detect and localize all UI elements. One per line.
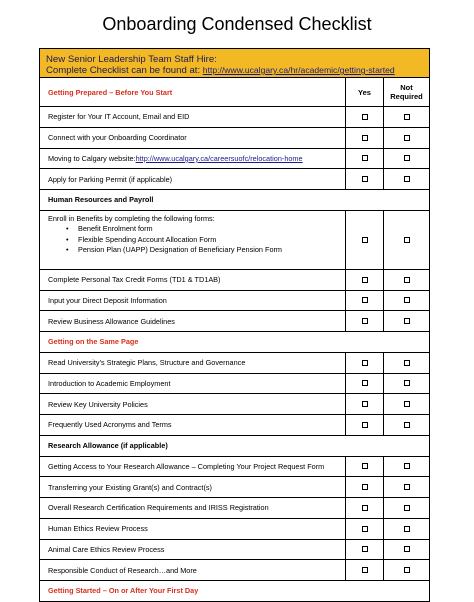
row-label: Frequently Used Acronyms and Terms [40, 415, 346, 435]
yes-checkbox[interactable] [362, 114, 368, 120]
list-item: • Flexible Spending Account Allocation Form [66, 234, 217, 244]
table-row [40, 211, 429, 270]
row-label: Moving to Calgary website: http://www.ucalgary.ca/careersuofc/relocation-home [40, 149, 346, 169]
section-getting-prepared: Getting Prepared – Before You Start [40, 78, 346, 106]
table-row [40, 353, 429, 374]
benefits-label: Enroll in Benefits by completing the following forms: • Benefit Enrolment form • Flexible Spending Account Allocation Form • Pension Plan (UAPP) Designation of Beneficiary Pension Form [40, 211, 346, 269]
not-required-checkbox[interactable] [404, 401, 410, 407]
list-item: • Pension Plan (UAPP) Designation of Beneficiary Pension Form [66, 245, 283, 255]
yes-checkbox[interactable] [362, 463, 368, 469]
not-required-checkbox[interactable] [404, 422, 410, 428]
row-label: Introduction to Academic Employment [40, 374, 346, 394]
yes-checkbox[interactable] [362, 567, 368, 573]
yes-checkbox[interactable] [362, 484, 368, 490]
table-row [40, 560, 429, 581]
not-required-checkbox[interactable] [404, 277, 410, 283]
relocation-link[interactable]: http://www.ucalgary.ca/careersuofc/relocation-home [135, 153, 303, 163]
table-row [40, 128, 429, 149]
banner-line-1: New Senior Leadership Team Staff Hire: [46, 54, 217, 65]
row-label: Register for Your IT Account, Email and EID [40, 107, 346, 127]
section-row [40, 332, 429, 353]
row-label: Responsible Conduct of Research…and More [40, 560, 346, 580]
yes-checkbox[interactable] [362, 360, 368, 366]
not-required-checkbox[interactable] [404, 380, 410, 386]
not-required-checkbox[interactable] [404, 546, 410, 552]
yes-checkbox[interactable] [362, 237, 368, 243]
row-label: Input your Direct Deposit Information [40, 291, 346, 311]
table-row [40, 107, 429, 128]
table-row [40, 519, 429, 540]
yes-checkbox[interactable] [362, 135, 368, 141]
yes-column-header: Yes [346, 78, 384, 106]
yes-checkbox[interactable] [362, 176, 368, 182]
getting-started-link[interactable]: http://www.ucalgary.ca/hr/academic/getting-started [202, 65, 395, 75]
not-required-checkbox[interactable] [404, 155, 410, 161]
table-row [40, 291, 429, 312]
section-first-day: Getting Started – On or After Your First Day [48, 586, 199, 596]
table-row [40, 311, 429, 332]
yes-checkbox[interactable] [362, 155, 368, 161]
table-row [40, 415, 429, 436]
table-header [40, 78, 429, 107]
not-required-checkbox[interactable] [404, 318, 410, 324]
not-required-checkbox[interactable] [404, 484, 410, 490]
yes-checkbox[interactable] [362, 297, 368, 303]
yes-checkbox[interactable] [362, 546, 368, 552]
row-label: Overall Research Certification Requirements and IRISS Registration [40, 498, 346, 518]
section-same-page: Getting on the Same Page [48, 337, 139, 347]
section-row [40, 581, 429, 601]
table-row [40, 477, 429, 498]
list-item: • Benefit Enrolment form [66, 224, 153, 234]
not-required-checkbox[interactable] [404, 297, 410, 303]
row-label: Apply for Parking Permit (if applicable) [40, 169, 346, 189]
row-label: Review Key University Policies [40, 394, 346, 414]
row-label: Animal Care Ethics Review Process [40, 540, 346, 560]
yes-checkbox[interactable] [362, 422, 368, 428]
section-row [40, 436, 429, 457]
table-row [40, 270, 429, 291]
page-title: Onboarding Condensed Checklist [102, 14, 372, 34]
yes-checkbox[interactable] [362, 318, 368, 324]
not-required-column-header: Not Required [390, 83, 423, 101]
checklist-table [39, 48, 430, 602]
section-hr-payroll: Human Resources and Payroll [48, 195, 154, 205]
not-required-checkbox[interactable] [404, 567, 410, 573]
row-label: Review Business Allowance Guidelines [40, 311, 346, 331]
yes-checkbox[interactable] [362, 526, 368, 532]
row-label: Complete Personal Tax Credit Forms (TD1 & TD1AB) [40, 270, 346, 290]
not-required-checkbox[interactable] [404, 176, 410, 182]
row-label: Connect with your Onboarding Coordinator [40, 128, 346, 148]
banner-line-2: Complete Checklist can be found at: http://www.ucalgary.ca/hr/academic/getting-started [46, 65, 395, 76]
not-required-checkbox[interactable] [404, 526, 410, 532]
banner [40, 49, 429, 78]
row-label: Transferring your Existing Grant(s) and Contract(s) [40, 477, 346, 497]
yes-checkbox[interactable] [362, 505, 368, 511]
yes-checkbox[interactable] [362, 401, 368, 407]
table-row [40, 374, 429, 395]
table-row [40, 149, 429, 170]
not-required-checkbox[interactable] [404, 114, 410, 120]
row-label: Read University’s Strategic Plans, Structure and Governance [40, 353, 346, 373]
not-required-checkbox[interactable] [404, 463, 410, 469]
not-required-checkbox[interactable] [404, 237, 410, 243]
not-required-checkbox[interactable] [404, 135, 410, 141]
row-label: Human Ethics Review Process [40, 519, 346, 539]
section-row [40, 190, 429, 211]
table-row [40, 457, 429, 478]
not-required-checkbox[interactable] [404, 505, 410, 511]
row-label: Getting Access to Your Research Allowance – Completing Your Project Request Form [40, 457, 346, 477]
table-row [40, 394, 429, 415]
yes-checkbox[interactable] [362, 380, 368, 386]
table-row [40, 169, 429, 190]
section-research-allowance: Research Allowance (if applicable) [48, 441, 168, 451]
not-required-checkbox[interactable] [404, 360, 410, 366]
yes-checkbox[interactable] [362, 277, 368, 283]
table-row [40, 540, 429, 561]
table-row [40, 498, 429, 519]
